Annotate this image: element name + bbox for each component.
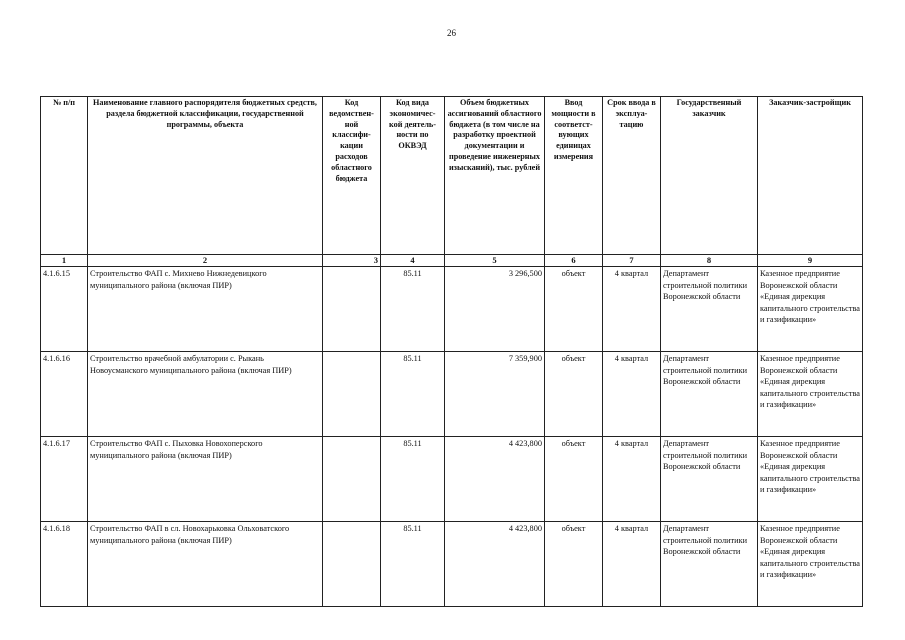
vedom-code — [323, 522, 381, 607]
okved-code: 85.11 — [381, 437, 445, 522]
row-number: 4.1.6.18 — [41, 522, 88, 607]
object-name: Строительство ФАП с. Михнево Нижнедевицкого муниципального района (включая ПИР) — [88, 267, 323, 352]
object-name: Строительство ФАП в сл. Новохарьковка Ольховатского муниципального района (включая ПИР) — [88, 522, 323, 607]
vedom-code — [323, 352, 381, 437]
developer: Казенное предприятие Воронежской области «Единая дирекция капитального строительства и газификации» — [758, 267, 863, 352]
column-number: 4 — [381, 255, 445, 267]
column-number: 2 — [88, 255, 323, 267]
table-row — [41, 352, 863, 437]
vedom-code — [323, 437, 381, 522]
commission-term: 4 квартал — [603, 352, 661, 437]
column-number: 6 — [545, 255, 603, 267]
column-number: 3 — [323, 255, 381, 267]
header-cell: Государственный заказчик — [661, 97, 758, 255]
table-row — [41, 522, 863, 607]
okved-code: 85.11 — [381, 352, 445, 437]
budget-amount: 4 423,800 — [445, 437, 545, 522]
capacity-unit: объект — [545, 267, 603, 352]
state-customer: Департамент строительной политики Воронежской области — [661, 522, 758, 607]
header-cell: № п/п — [41, 97, 88, 255]
commission-term: 4 квартал — [603, 522, 661, 607]
row-number: 4.1.6.16 — [41, 352, 88, 437]
column-number: 9 — [758, 255, 863, 267]
page-number: 26 — [447, 28, 456, 38]
row-number: 4.1.6.15 — [41, 267, 88, 352]
commission-term: 4 квартал — [603, 437, 661, 522]
header-cell: Код ведомствен-ной классифи-кации расходов областного бюджета — [323, 97, 381, 255]
table-row — [41, 267, 863, 352]
column-number: 7 — [603, 255, 661, 267]
capacity-unit: объект — [545, 522, 603, 607]
budget-amount: 7 359,900 — [445, 352, 545, 437]
header-row — [41, 97, 863, 255]
okved-code: 85.11 — [381, 522, 445, 607]
state-customer: Департамент строительной политики Воронежской области — [661, 437, 758, 522]
developer: Казенное предприятие Воронежской области «Единая дирекция капитального строительства и газификации» — [758, 437, 863, 522]
column-number: 5 — [445, 255, 545, 267]
table-row — [41, 437, 863, 522]
vedom-code — [323, 267, 381, 352]
row-number: 4.1.6.17 — [41, 437, 88, 522]
budget-amount: 4 423,800 — [445, 522, 545, 607]
state-customer: Департамент строительной политики Воронежской области — [661, 352, 758, 437]
column-number: 8 — [661, 255, 758, 267]
header-cell: Срок ввода в эксплуа-тацию — [603, 97, 661, 255]
developer: Казенное предприятие Воронежской области «Единая дирекция капитального строительства и газификации» — [758, 352, 863, 437]
budget-amount: 3 296,500 — [445, 267, 545, 352]
header-cell: Заказчик-застройщик — [758, 97, 863, 255]
okved-code: 85.11 — [381, 267, 445, 352]
object-name: Строительство врачебной амбулатории с. Рыкань Новоусманского муниципального района (включая ПИР) — [88, 352, 323, 437]
developer: Казенное предприятие Воронежской области «Единая дирекция капитального строительства и газификации» — [758, 522, 863, 607]
capacity-unit: объект — [545, 352, 603, 437]
state-customer: Департамент строительной политики Воронежской области — [661, 267, 758, 352]
capital-construction-table — [40, 96, 863, 607]
header-cell: Код вида экономичес-кой деятель-ности по ОКВЭД — [381, 97, 445, 255]
header-cell: Наименование главного распорядителя бюджетных средств, раздела бюджетной классификации, государственной программы, объекта — [88, 97, 323, 255]
column-number-row — [41, 255, 863, 267]
commission-term: 4 квартал — [603, 267, 661, 352]
object-name: Строительство ФАП с. Пыховка Новохоперского муниципального района (включая ПИР) — [88, 437, 323, 522]
header-cell: Ввод мощности в соответст-вующих единицах измерения — [545, 97, 603, 255]
header-cell: Объем бюджетных ассигнований областного бюджета (в том числе на разработку проектной документации и проведение инженерных изысканий), тыс. рублей — [445, 97, 545, 255]
capacity-unit: объект — [545, 437, 603, 522]
column-number: 1 — [41, 255, 88, 267]
